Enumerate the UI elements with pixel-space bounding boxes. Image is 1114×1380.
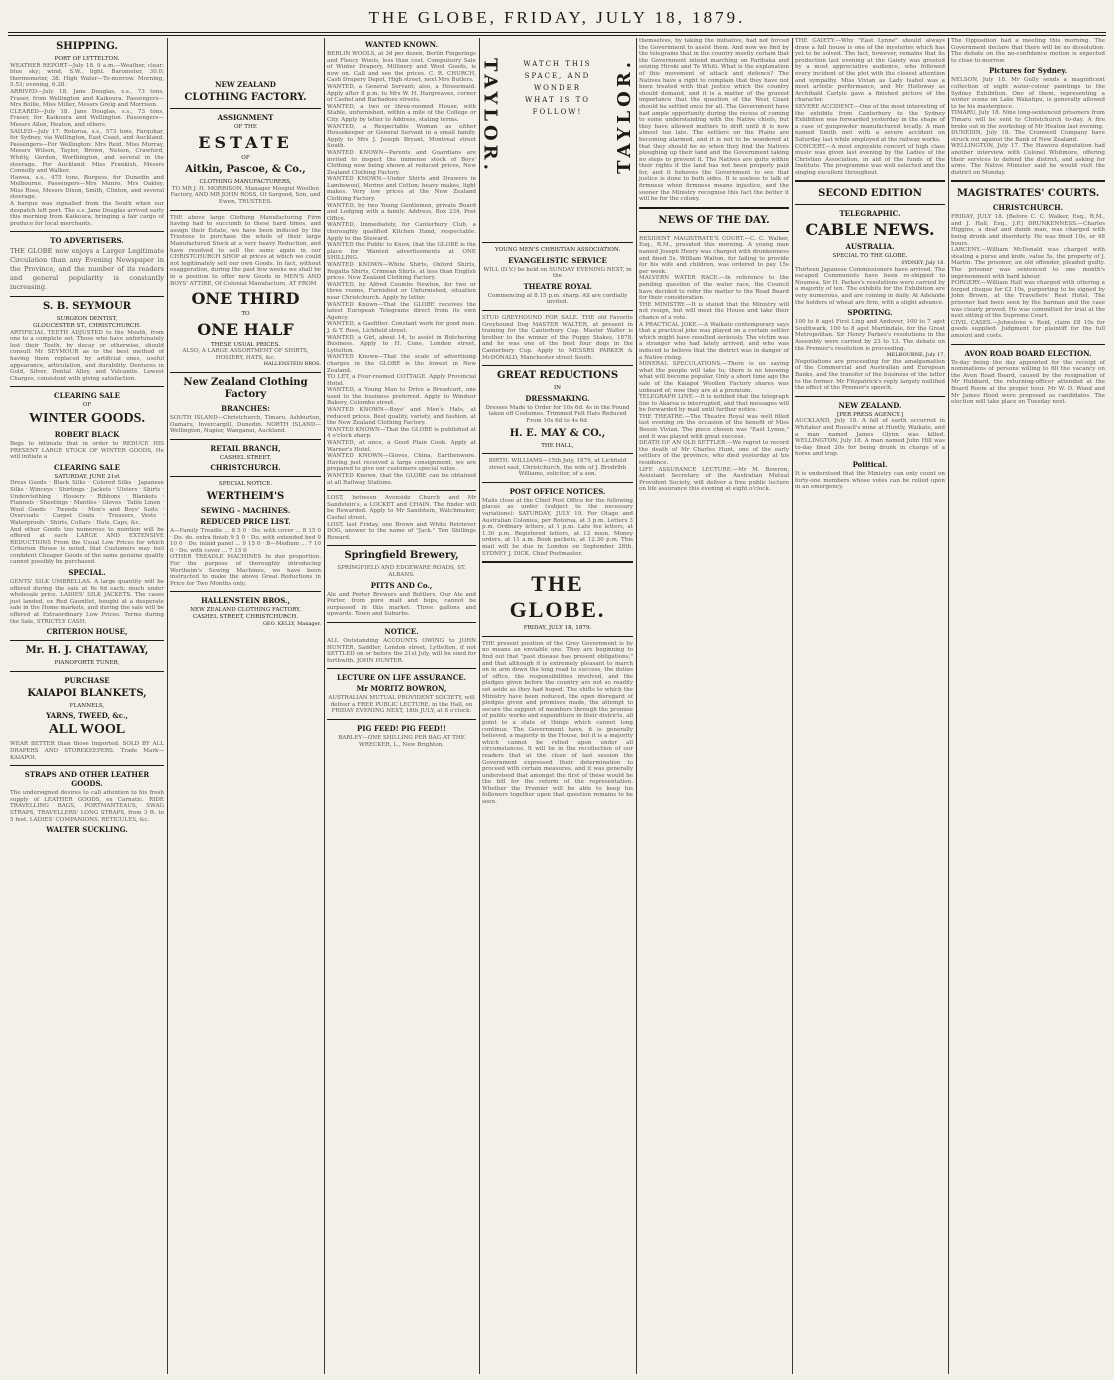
hemay: H. E. MAY & CO.,: [509, 427, 606, 439]
shipping-heading: SHIPPING.: [56, 41, 118, 52]
theatre-text: Commencing at 8.15 p.m. sharp. All are cordially invited.: [487, 292, 628, 306]
yarns: YARNS, TWEED, &c.,: [46, 711, 128, 721]
nzcf-heading: New Zealand Clothing Factory: [183, 377, 308, 401]
saturday: SATURDAY, JUNE 21st: [54, 473, 120, 480]
column-divider: [324, 38, 325, 1374]
all-wool: ALL WOOL: [48, 722, 126, 738]
rule: [482, 636, 633, 637]
to-label: TO: [241, 311, 250, 318]
rule: [170, 439, 321, 440]
new-zealand: NEW ZEALAND.: [838, 400, 902, 410]
rule: [10, 765, 164, 766]
robert-black: ROBERT BLACK: [54, 429, 120, 439]
goods-list: Dress Goods · Black Silks · Colored Silks · Japanese Silks · Winceys · Shirtings · Jackets · Ulsters · Shirts · Underclothing · Hosiery · Ribbons · Blankets · Flannels · Sheetings · Mantles · Gloves · Table Linen · Wool Goods · Tweeds · Men's and Boys' Suits · Overcoats · Carpet Coats · Trousers, Vests · Waterproofs · Shirts, Collars · Hats, Caps, &c. And other Goods too numerous to mention will be offered at such LARGE AND EXTENSIVE REDUCTIONS From the Usual Low Prices for which Criterion House is noted, that Customers may feel confident Cheaper Goods of the same genuine quality cannot possibly be purchased.: [10, 480, 164, 566]
post-office: POST OFFICE NOTICES.: [509, 486, 606, 496]
sporting-text: 100 to 6 agst First Ling and Andover, 100 to 7 agst Southwark, 100 to 8 agst Martindale, for the Great Metropolitan. Sir Henry Parkes's resolutions in the Assembly were carried by 23 to 13. The debate on the Premier's resolution is proceeding.: [795, 319, 945, 352]
branches-list: SOUTH ISLAND—Christchurch, Timaru, Ashburton, Oamaru, Invercargill, Dunedin. NORTH ISLAND—Wellington, Napier, Wanganui, Auckland.: [170, 415, 321, 435]
cable-text: Thirteen Japanese Commissioners have arrived. The escaped Communists have been re-shipped to Noumea. Sir H. Parkes's resolutions were carried by a majority of ten. The exhibits for the Exhibition are very numerous, and are coming in daily. At Adelaide the holders of wheat are firm, with a slight advance.: [795, 266, 945, 306]
bowron: Mr MORITZ BOWRON,: [356, 684, 447, 694]
assignment-text: TO MR J. H. MORRISON, Manager Mosgiel Woollen Factory, AND MR JOHN ROSS, Of Sargood, Son, and Ewen, TRUSTEES.: [170, 185, 321, 205]
rule: [327, 622, 476, 623]
rule: [795, 396, 945, 397]
straps-text: The undersigned desires to call attention to his fresh supply of LEATHER GOODS, ex Carnatic. RIDE TRAVELLING BAGS, PORTMANTEAUS, SWAG STRAPS, TRAVELLERS' LONG STRAPS, from 3 ft. to 5 feet. LADIES' COMPANIONS, RETICULES, &c.: [10, 790, 164, 823]
cashel-2: CASHEL STREET, CHRISTCHURCH.: [192, 613, 299, 620]
rule: [10, 671, 164, 672]
rule: [170, 372, 321, 373]
kelly: GEO. KELLY, Manager.: [262, 620, 321, 627]
evangelistic: EVANGELISTIC SERVICE: [508, 255, 607, 265]
column-divider: [792, 38, 793, 1374]
great-reductions: GREAT REDUCTIONS: [496, 370, 619, 382]
estate: ESTATE: [198, 132, 293, 152]
address: GLOUCESTER ST., CHRISTCHURCH.: [33, 323, 141, 330]
news-text: RESIDENT MAGISTRATE'S COURT.—C. C. Walker, Esq., R.M., presided this morning. A young man named Joseph Henry was charged with drunkenness and fined 5s. William Walton, for failing to provide for his wife and children, was ordered to pay 15s per week. MALVERN WATER RACE.—In reference to the pending question of the water race, the Council have decided to refer the matter to the Road Board for their consideration. THE MINISTRY.—It is stated that the Ministry will not resign, but will meet the House and take their chance of a vote. A PRACTICAL JOKE.—A Waikato contemporary says that a practical joke was played on a certain settler which might have resulted seriously. The victim was a stranger who had lately arrived, and who was induced to believe that the district was in danger of a Native rising. MINERAL SPECULATIONS.—There is no saying what the people will take to; there is no knowing what will become popular. Only a short time ago the sale of the Kaiapoi Woollen Factory shares was unheard of; now they are at a premium. TELEGRAPH LINE.—It is notified that the telegraph line to Akaroa is interrupted, and that messages will be forwarded by mail until further notice. THE THEATRE.—The Theatre Royal was well filled last evening on the occasion of the benefit of Miss Bessie Vivian. The piece chosen was "East Lynne," and it was played with great success. DEATH OF AN OLD SETTLER.—We regret to record the death of Mr Charles Hunt, one of the early settlers of the province, who died yesterday at his residence. LIFE ASSURANCE LECTURE.—Mr M. Bowron, Assistant Secretary of the Australian Mutual Provident Society, will deliver a free public lecture on life assurance this evening at eight o'clock.: [639, 235, 789, 493]
rule: [327, 719, 476, 720]
wool-text: WEAR BETTER than those Imported. SOLD BY ALL DRAPERS AND STOREKEEPERS. Trade Mark—KAIAPOI.: [10, 741, 164, 761]
pictures-sydney: Pictures for Sydney.: [988, 66, 1068, 76]
firm-name: HALLENSTEIN BROS.: [263, 361, 321, 368]
magistrates: MAGISTRATES' COURTS.: [956, 188, 1100, 200]
rule: [170, 591, 321, 592]
sporting: SPORTING.: [847, 308, 893, 318]
springfield-text: SPRINGFIELD AND EDGEWARE ROADS, ST. ALBANS.: [337, 565, 466, 578]
rule: [482, 365, 633, 366]
greyhound-text: STUD GREYHOUND FOR SALE. THE old Favorite Greyhound Dog MASTER WALTER, at present in training for the Canterbury Cup. Master Walter is brother to the winner of the Puppy Stakes, 1878, and he was one of the best four dogs in the Canterbury Cup. Apply to MESSRS PARKER & McDONALD, Manchester street South.: [482, 314, 633, 361]
political-text: It is understood that the Ministry can only count on forty-one members whose votes can be relied upon in an emergency.: [795, 470, 945, 491]
of: OF: [241, 154, 250, 161]
australia: AUSTRALIA.: [845, 242, 895, 252]
avon-road: AVON ROAD BOARD ELECTION.: [964, 348, 1092, 358]
rule: [10, 296, 164, 297]
cable-news: CABLE NEWS.: [805, 220, 935, 240]
manufacturers: CLOTHING MANUFACTURERS,: [199, 179, 292, 186]
pigfeed: PIG FEED! PIG FEED!!: [357, 724, 446, 734]
wanted-known: WANTED KNOWN.: [364, 40, 439, 49]
pigfeed-text: BARLEY—ONE SHILLING PER BAG AT THE WRECKER, L., New Brighton.: [338, 735, 465, 748]
news-continued: THE GAIETY.—Why "East Lynne" should always draw a full house is one of the mysteries which has yet to be solved. The fact, however, remains that its production last evening at the Gaiety was greeted by a most appreciative audience, who followed every incident of the plot with the closest attention and sympathy. Miss Vivian as Lady Isabel was a most artistic performance, and Mr Holloway as Archibald Carlyle gave a finished picture of the character. SEVERE ACCIDENT.—One of the most interesting of the exhibits from Canterbury to the Sydney Exhibition was forwarded yesterday in the shape of a case of gunpowder manufactured locally. A man named Smith met with a severe accident on Saturday last while employed at the railway works. CONCERT.—A most enjoyable concert of high class music was given last evening by the Ladies of the Christian Association, in aid of the funds of the Institute. The programme was well selected and the singing excellent throughout.: [795, 38, 945, 176]
telegraphic: TELEGRAPHIC.: [839, 209, 901, 219]
christchurch-court: CHRISTCHURCH.: [992, 203, 1064, 213]
column-2: [170, 38, 321, 1374]
the-globe: THE GLOBE.: [509, 571, 606, 623]
masthead-rule-2: [8, 35, 1106, 36]
rule: [482, 453, 633, 454]
rule: [795, 204, 945, 205]
rule: [482, 310, 633, 311]
nzcf-2: NEW ZEALAND CLOTHING FACTORY,: [190, 607, 301, 614]
wanted-ads: BERLIN WOOLS, at 3d per dozen, Berlin Fingerings and Fleecy Wools, less than cost. Compulsory Sale of Winter Drapery, Millinery and Wool Goods, is now on. Call and see the prices. C. R. CHURCH, Cash Drapery Depot, High street, next Mrs Butlers. WANTED, a General Servant; also, a Housemaid. Apply after 8 p.m. to Mrs W. H. Hargreaves, corner of Cashel and Barbadoes streets. WANTED, a two or three-roomed House, with Stable, unfurnished, within a mile of the College or City. Apply by letter to Address, stating terms. WANTED, a Respectable Woman as either Housekeeper or General Servant in a small family. Apply to Mrs J. Joseph Bryant, Montreal street South. WANTED KNOWN—Parents and Guardians are invited to inspect the immense stock of Boys' Clothing now being shown at reduced prices, New Zealand Clothing Factory. WANTED KNOWN—Under Shirts and Drawers in Lambswool, Merino and Cotton; heavy makes, light makes. Very low prices at the New Zealand Clothing Factory. WANTED, by two Young Gentlemen, private Board and Lodging with a family. Address, Box 234, Post Office. WANTED, Immediately, for Canterbury Club, a thoroughly qualified Kitchen Hand, respectable. Apply to the Steward. WANTED the Public to Know, that the GLOBE is the place for Wanted advertisements at ONE SHILLING. WANTED KNOWN—White Shirts, Oxford Shirts, Regatta Shirts, Crimean Shirts, at less than English prices. New Zealand Clothing Factory. WANTED, by Alfred Coombs Newton, for two or three rooms, Furnished or Unfurnished, situation near Christchurch. Apply by letter. WANTED Known—That the GLOBE receives the latest European Telegrams direct from its own Agency. WANTED, a Gasfitter. Constant work for good man. J. & T. Ross, Lichfield street. WANTED, a Girl, about 14, to assist in Butchering Business. Apply to H. Cone, London street, Lyttelton. WANTED Known—That the scale of advertising charges in the GLOBE is the lowest in New Zealand. TO LET, a Four-roomed COTTAGE. Apply Provincial Hotel. WANTED, a Young Man to Drive a Breadcart, one used to the business preferred. Apply to Windsor Bakery, Colombo street. WANTED KNOWN—Boys' and Men's Hats, at reduced prices. Best quality, variety, and fashion, at the New Zealand Clothing Factory. WANTED KNOWN—That the GLOBE is published at 4 o'clock sharp. WANTED, at once, a Good Plain Cook. Apply at Warner's Hotel. WANTED KNOWN—Gloves, China, Earthenware. Having just received a large consignment, we are prepared to give our customers special value. WANTED Known, that the GLOBE can be obtained at all Railway Stations.: [327, 51, 476, 486]
double-rule: [482, 561, 633, 565]
flannels: FLANNELS,: [69, 702, 105, 709]
usual-prices: THESE USUAL PRICES.: [211, 341, 280, 348]
news-of-the-day: NEWS OF THE DAY.: [658, 214, 770, 226]
column-1: [10, 38, 164, 1374]
masthead: THE GLOBE, FRIDAY, JULY 18, 1879.: [368, 8, 746, 27]
evangelistic-text: WILL (D.V.) be held on SUNDAY EVENING NEXT, in the: [483, 266, 632, 280]
rule: [951, 344, 1105, 345]
rule: [10, 386, 164, 387]
price-list: A—Family Treadle ... 8 5 0 · Do. with cover ... 8 15 0 · Do. do. extra finish 9 5 0 · Do. with extended bed 9 10 0 · Do. inlaid panel ... 9 15 0 · B—Medium ... 7 10 0 · Do. with cover ... 7 15 0 OTHER TREADLE MACHINES In due proportion. For the purpose of thoroughly introducing Wertheim's Sewing Machines, we have been instructed to make the above Great Reductions in Price for Two Months only.: [170, 528, 321, 587]
pitts-text: Ale and Porter Brewers and Bottlers. Our Ale and Porter, from pure malt and hops, cannot be surpassed in this market. Three gallons and upwards. Town and Suburbs.: [327, 591, 476, 618]
rule: [170, 108, 321, 109]
birth-notice: BIRTH. WILLIAMS—15th July, 1879, at Lichfield street east, Christchurch, the wife of J. Brodribb Williams, solicitor, of a son.: [488, 458, 627, 478]
avon-text: To-day being the day appointed for the receipt of nominations of persons willing to fill the vacancy on the Avon Road Board, caused by the resignation of Mr Hubbard, the returning-officer attended at the Board Room at the proper hour. Mr W. D. Wood and Mr James Hood were proposed as candidates. The election will take place on Tuesday next.: [951, 359, 1105, 406]
notice-text: ALL Outstanding ACCOUNTS OWING to JOHN HUNTER, Saddler, London street, Lyttelton, if not SETTLED on or before the 21st July, will be sued for forthwith. JOHN HUNTER.: [327, 637, 476, 664]
black-text: Begs to intimate that in order to REDUCE HIS PRESENT LARGE STOCK OF WINTER GOODS, He will initiate a: [10, 440, 164, 461]
column-5: [639, 38, 789, 1374]
double-rule: [795, 180, 945, 184]
column-7: [951, 38, 1105, 1374]
special-heading: SPECIAL.: [68, 568, 106, 578]
surgeon: SURGEON DENTIST,: [56, 316, 118, 323]
rule: [327, 490, 476, 491]
globe-date: FRIDAY, JULY 18, 1879.: [523, 625, 592, 632]
pictures-text: NELSON, July 18. Mr Gully sends a magnificent collection of eight water-colour paintings to the Sydney Exhibition. One of them, representing a winter scene on Lake Wakatipu, is generally allowed to be his masterpiece. TIMARU, July 18. Nine long-sentenced prisoners from Timaru will be sent to Christchurch to-day. A fire broke out in the workshop of Mr Heaton last evening. DUNEDIN, July 18. The Cromwell Company have struck out against the Bank of New Zealand. WELLINGTON, July 17. The Hawera deputation had another interview with Colonel Whitmore, offering their services to defend the district, and asking for arms. The Native Minister said he would visit the district on Monday.: [951, 77, 1105, 176]
hallenstein: HALLENSTEIN BROS.,: [201, 596, 290, 606]
rule: [10, 640, 164, 641]
special-text: GENTS' SILK UMBRELLAS. A large quantity will be offered during the sale at 6s 6d each; much under wholesale price. LADIES' SILK JACKETS. The cases just landed, ex Red Gauntlet, bought at a desperate sale in the Home markets, and during the sale will be offered at Extraordinary Low Prices. Terms during the Sale, STRICTLY CASH.: [10, 579, 164, 625]
wertheim: WERTHEIM'S: [206, 491, 285, 503]
rule: [170, 476, 321, 477]
rule: [327, 668, 476, 669]
column-divider: [636, 38, 637, 1374]
shirts-text: ALSO, A LARGE ASSORTMENT OF SHIRTS, HOSIERY, HATS, &c.: [182, 348, 309, 361]
taylor-box: [479, 38, 636, 238]
taylor-right: TAYLOR.: [614, 58, 636, 174]
nz-heading: NEW ZEALAND: [215, 80, 276, 89]
tuner: PIANOFORTE TUNER,: [54, 660, 120, 667]
double-rule: [951, 180, 1105, 184]
sydney-date: SYDNEY, July 18.: [901, 260, 945, 267]
chattaway: Mr. H. J. CHATTAWAY,: [25, 645, 149, 657]
taylor-left: TAYLOR.: [479, 58, 501, 174]
double-rule: [639, 207, 789, 211]
nz-text: AUCKLAND, July 18. A fall of earth occurred in Whitaker and Russell's mine at Huntly, Waikato, and a man named James Glynn was killed. WELLINGTON, July 18. A man named John Hill was to-day fined 20s for being drunk in charge of a horse and trap.: [795, 418, 945, 458]
ymca: YOUNG MEN'S CHRISTIAN ASSOCIATION.: [494, 247, 621, 253]
cashel-street: CASHEL STREET,: [219, 454, 272, 461]
continued-leader: themselves, by taking the initiative, had not forced the Government to assist them. And now we find by the telegrams that in the country mostly certain that the Government intend marching on Parihaka and seizing Hiroki and Te Whiti. What is the explanation of this movement of attack and defence? The Natives have a right to complain that they have not been treated with that justice which the country should demand, and it is a matter of the gravest importance that the question of the West Coast should be settled once for all. The Government have had ample opportunity during the recess of coming to some understanding with the Native chiefs, but they have allowed matters to drift until it is now almost too late. The settlers on the Plains are becoming alarmed, and it is not to be wondered at that they should be so when they find the Natives ploughing up their land and the Government taking no steps to prevent it. The Natives are quite within their rights if the land has not been properly paid for, and it behoves the Government to see that justice is done to both sides. It is useless to talk of firmness when firmness means injustice, and the sooner the Ministry recognise this fact the better it will be for the colony.: [639, 38, 789, 203]
leader-text: THE present position of the Grey Government is by no means an enviable one. They are beginning to find out that "past disease has present obligations," and that although it is extremely pleasant to march on in arm down the long road to success, the duties of office, the responsibilities involved, and the pledges given before the country are not so readily set aside as they had hoped. The shifts to which the Ministry have been reduced, the open disregard of pledges given and promises made, the attempt to secure the support of members through the promise of public works and expenditure in their districts, all point to a state of things which cannot long continue. The Government have, it is generally believed, a majority in the House, but it is a majority which cannot be relied upon under all circumstances. It will be in the recollection of our readers that at the close of last session the Government expressed their determination to proceed with certain measures, and it was generally understood that amongst the first of these would be the bill for the reform of the representation. Whether the Premier will be able to keep his followers together upon that question remains to be seen.: [482, 640, 633, 806]
one-half: ONE HALF: [197, 319, 294, 339]
sewing-machines: SEWING - MACHINES.: [200, 506, 291, 516]
one-third: ONE THIRD: [191, 289, 300, 309]
reduced-price-list: REDUCED PRICE LIST.: [200, 517, 291, 527]
of-the: OF THE: [234, 124, 257, 130]
rule: [482, 242, 633, 243]
clearing-sale: CLEARING SALE: [54, 462, 120, 472]
of-label: OF: [82, 402, 92, 409]
straps: STRAPS AND OTHER LEATHER GOODS.: [24, 770, 150, 789]
special-globe: SPECIAL TO THE GLOBE.: [832, 253, 908, 260]
melbourne-text: Negotiations are proceeding for the amalgamation of the Commercial and Australian and European Banks, and the transfer of the business of the latter to the former. Mr Fitzpatrick's reply largely nullified the effect of the Premier's speech.: [795, 358, 945, 392]
column-divider: [479, 38, 480, 1374]
notice: NOTICE.: [384, 626, 419, 636]
seymour-heading: S. B. SEYMOUR: [42, 301, 132, 313]
christchurch: CHRISTCHURCH.: [210, 463, 281, 473]
assignment: ASSIGNMENT: [217, 113, 274, 122]
factory-heading: CLOTHING FACTORY.: [184, 92, 307, 103]
advertisers-text: THE GLOBE now enjoys a Larger Legitimate Circulation than any Evening Newspaper in the Province, and the number of its readers and general popularity is constantly increasing.: [10, 247, 164, 292]
advertisers-heading: TO ADVERTISERS.: [50, 236, 124, 246]
pitts: PITTS AND Co.,: [370, 580, 433, 590]
court-text: FRIDAY, JULY 18. [Before C. C. Walker, Esq., R.M., and J. Hall, Esq., J.P.] DRUNKENNESS.—Charles Higgins, a deaf and dumb man, was charged with being drunk and disorderly. He was fined 10s, or 48 hours. LARCENY.—William McDonald was charged with stealing a purse and knife, value 5s, the property of J. Martin. The prisoner, an old offender, pleaded guilty. The prisoner was sentenced to one month's imprisonment with hard labour. FORGERY.—William Hall was charged with uttering a forged cheque for £2 10s, purporting to be signed by John Brown, at the Travellers' Rest Hotel. The prisoner had been seen by the barman and the case was clearly proved. He was committed for trial at the next sitting of the Supreme Court. CIVIL CASES.—Johnstone v. Reid, claim £8 10s for goods supplied. Judgment for plaintiff for the full amount and costs.: [951, 214, 1105, 339]
second-edition: SECOND EDITION: [818, 188, 922, 200]
lecture: LECTURE ON LIFE ASSURANCE.: [336, 673, 467, 683]
aitkin: Aitkin, Pascoe, & Co.,: [185, 164, 306, 176]
rule: [10, 231, 164, 232]
watch-space: WATCH THIS SPACE, AND WONDER WHAT IS TO FOLLOW!: [523, 60, 592, 116]
political: Political.: [852, 459, 888, 469]
springfield: Springfield Brewery,: [344, 550, 459, 562]
seymour-text: ARTIFICIAL TEETH ADJUSTED to the Mouth, from one to a complete set. Those who have unfortunately lost their Teeth, by decay or otherwise, should consult Mr SEYMOUR as to the best method of having them replaced by artificial ones, useful appearance, articulation, and durability. Dentures in Gold, Silver, Dental Alloy, and Vulcanite. Lowest Charges, consistent with giving satisfaction.: [10, 329, 164, 382]
suckling: WALTER SUCKLING.: [46, 825, 128, 835]
rule: [170, 210, 321, 211]
shipping-text: WEATHER REPORT—July 18. 9 a.m.—Weather, clear; blue sky; wind, S.W., light. Barometer, 30.0; thermometer, 38. High Water—To-morrow. Morning, 5.53; evening, 6.28. ARRIVED—July 18. Jane Douglas, s.s., 73 tons, Fraser, from Wellington and Kaikoura. Passengers—Mrs Bollie, Miss Miller, Messrs Greig and Morrison. CLEARED—July 18. Jane Douglas, s.s., 73 tons, Fraser, for Kaikoura and Wellington. Passengers—Messrs Allen, Heaton, and others. SAILED—July 17. Rotorua, s.s., 573 tons, Farquhar, for Sydney, via Wellington, East Coast, and Auckland. Passengers—For Wellington: Mrs Reid, Miss Murray, Messrs Wilson, Taylor, Brown, Nelson, Crawford, Whitty, Gordon, Worthington, and several in the steerage. For Auckland: Miss Frankish, Messrs Connolly and Walker. Hawea, s.s., 475 tons, Burgess, for Dunedin and Melbourne. Passengers—Mrs Munro, Mrs Oakley, Miss Ross, Messrs Dixon, Smith, Clinton, and several steerage. A barque was signalled from the South when our despatch left port. The s.s. Jane Douglas arrived early this morning from Kaikoura, bringing a fair cargo of produce for local merchants.: [10, 62, 164, 227]
kaiapoi: KAIAPOI BLANKETS,: [27, 687, 147, 699]
dressmaking: DRESSMAKING.: [525, 393, 590, 403]
column-divider: [167, 38, 168, 1374]
special-notice: SPECIAL NOTICE.: [218, 481, 273, 488]
criterion: CRITERION HOUSE,: [46, 627, 128, 637]
post-text: Mails close at the Chief Post Office for the following places as under (subject to the necessary variations): SATURDAY, JULY 19. For Otago and Australian Colonies, per Rotorua, at 3 p.m. Letters 3 p.m. Ordinary letters, at 1 p.m. Late fee letters, at 1.30 p.m. Registered letters, at 12 noon. Money orders, at 11 a.m. Book packets, at 12.30 p.m. This mail will be due in London on September 28th. SYDNEY J. DICK, Chief Postmaster.: [482, 497, 633, 557]
lost-ads: LOST, between Avonside Church and Mr Sandstein's, a LOCKET and CHAIN. The finder will be Rewarded. Apply to Mr Sandstein, Watchmaker, Cashel street. LOST, last Friday, one Brown and White Retriever DOG, answer to the name of "Jack." Ten Shillings Reward.: [327, 495, 476, 541]
rule: [327, 545, 476, 546]
column-divider: [948, 38, 949, 1374]
retail-branch: RETAIL BRANCH,: [210, 443, 281, 453]
press-agency: [PER PRESS AGENCY.]: [836, 411, 904, 418]
factory-text: THE above large Clothing Manufacturing Firm having had to succumb to these hard times, and assign their Estate, we have been induced by the Trustees to purchase the whole of their large Manufactured Stock at a very heavy Reduction, and have resolved to sell the same again in our CHRISTCHURCH SHOP at prices at which we could not legitimately sell our own Goods. In fact, without exaggeration, during the past few weeks we shall be in a position to offer new Goods in MEN'S AND BOYS' ATTIRE, Of Colonial Manufacture, AT FROM: [170, 214, 321, 287]
branches-heading: BRANCHES:: [221, 404, 270, 414]
winter-goods: WINTER GOODS.: [29, 410, 145, 426]
column-3: [327, 38, 476, 1374]
dressmaking-text: Dresses Made to Order for 10s 6d. 4s in the Pound taken off Costumes. Trimmed Felt Hats Reduced From 10s 6d to 4s 6d.: [485, 404, 630, 424]
column-4: [479, 38, 636, 1374]
purchase: PURCHASE: [64, 675, 110, 685]
masthead-rule: [8, 32, 1106, 33]
rule: [639, 231, 789, 232]
the-hall: THE HALL,: [541, 442, 574, 449]
in-label: IN: [553, 385, 562, 392]
rule: [482, 482, 633, 483]
column-6: [795, 38, 945, 1374]
theatre-royal: THEATRE ROYAL: [523, 281, 592, 291]
melbourne-date: MELBOURNE, July 17.: [886, 352, 945, 359]
telegrams-continued: The Opposition had a meeting this morning. The Government declare that there will be no dissolution. The debate on the no-confidence motion is expected to close to-morrow.: [951, 38, 1105, 64]
port-heading: PORT OF LYTTELTON.: [54, 56, 120, 62]
bowron-text: AUSTRALIAN MUTUAL PROVIDENT SOCIETY, will deliver a FREE PUBLIC LECTURE, in the Hall, on FRIDAY EVENING NEXT, 18th JULY, at 8 o'clock.: [328, 695, 475, 715]
clearing-heading: CLEARING SALE: [54, 391, 120, 401]
